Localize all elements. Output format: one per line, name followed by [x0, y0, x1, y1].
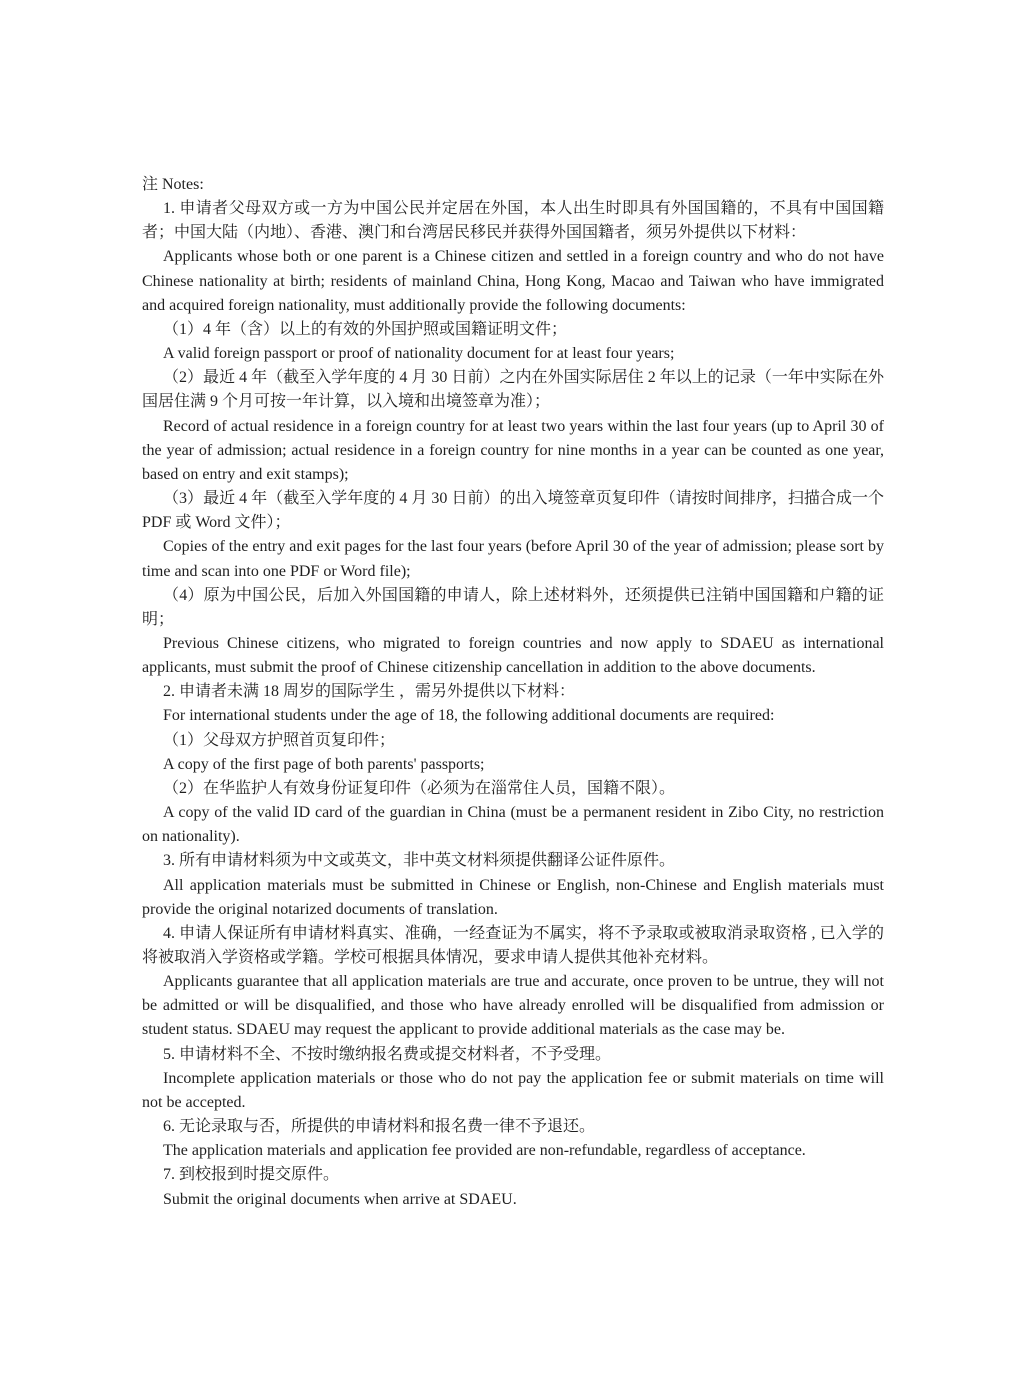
- paragraph: The application materials and application fee provided are non-refundable, regardless of acceptance.: [163, 1142, 806, 1160]
- paragraph: Submit the original documents when arrive at SDAEU.: [163, 1190, 517, 1208]
- paragraph: 2. 申请者未满 18 周岁的国际学生 ，需另外提供以下材料：: [163, 683, 576, 701]
- paragraph: Incomplete application materials or those who do not pay the application fee or submit materials on time will not be accepted.: [142, 1069, 884, 1111]
- paragraph: 3. 所有申请材料须为中文或英文，非中英文材料须提供翻译公证件原件。: [163, 852, 676, 870]
- paragraph: Record of actual residence in a foreign country for at least two years within the last four years (up to April 30 of the year of admission; actual residence in a foreign country for nine months in a year can be counted as one year, based on entry and exit stamps);: [142, 417, 884, 483]
- paragraph: 5. 申请材料不全、不按时缴纳报名费或提交材料者，不予受理。: [163, 1045, 612, 1063]
- paragraph: （2）在华监护人有效身份证复印件（必须为在淄常住人员，国籍不限）。: [163, 779, 676, 797]
- paragraph-list: [142, 197, 884, 1212]
- paragraph: A copy of the valid ID card of the guardian in China (must be a permanent resident in Zibo City, no restriction on nationality).: [142, 804, 884, 846]
- paragraph: Applicants whose both or one parent is a Chinese citizen and settled in a foreign country and who do not have Chinese nationality at birth; residents of mainland China, Hong Kong, Macao and Taiwan who have immigrated and acquired foreign nationality, must additionally provide the following documents:: [142, 248, 884, 314]
- paragraph: （1）父母双方护照首页复印件；: [163, 731, 396, 749]
- paragraph: A valid foreign passport or proof of nationality document for at least four years;: [163, 345, 675, 363]
- paragraph: A copy of the first page of both parents' passports;: [163, 755, 485, 773]
- paragraph: For international students under the age of 18, the following additional documents are required:: [163, 707, 775, 725]
- paragraph: （4）原为中国公民，后加入外国国籍的申请人，除上述材料外，还须提供已注销中国国籍和户籍的证明；: [142, 586, 884, 628]
- paragraph: 1. 申请者父母双方或一方为中国公民并定居在外国，本人出生时即具有外国国籍的，不具有中国国籍者；中国大陆（内地）、香港、澳门和台湾居民移民并获得外国国籍者，须另外提供以下材料：: [142, 200, 884, 242]
- paragraph: 6. 无论录取与否，所提供的申请材料和报名费一律不予退还。: [163, 1118, 596, 1136]
- paragraph: All application materials must be submitted in Chinese or English, non-Chinese and English materials must provide the original notarized documents of translation.: [142, 876, 884, 918]
- paragraph: （2）最近 4 年（截至入学年度的 4 月 30 日前）之内在外国实际居住 2 年以上的记录（一年中实际在外国居住满 9 个月可按一年计算，以入境和出境签章为准）；: [142, 369, 884, 411]
- notes-section: [142, 173, 884, 1212]
- paragraph: Previous Chinese citizens, who migrated to foreign countries and now apply to SDAEU as international applicants, must submit the proof of Chinese citizenship cancellation in addition to the above documents.: [142, 634, 884, 677]
- paragraph: 4. 申请人保证所有申请材料真实、准确，一经查证为不属实，将不予录取或被取消录取资格 , 已入学的将被取消入学资格或学籍。学校可根据具体情况，要求申请人提供其他补充材料。: [142, 924, 884, 966]
- paragraph: Copies of the entry and exit pages for the last four years (before April 30 of the year of admission; please sort by time and scan into one PDF or Word file);: [142, 538, 884, 580]
- paragraph: （1）4 年（含）以上的有效的外国护照或国籍证明文件；: [163, 320, 568, 338]
- paragraph: 7. 到校报到时提交原件。: [163, 1166, 340, 1184]
- paragraph: （3）最近 4 年（截至入学年度的 4 月 30 日前）的出入境签章页复印件（请按时间排序，扫描合成一个 PDF 或 Word 文件）；: [142, 490, 884, 532]
- paragraph: Applicants guarantee that all application materials are true and accurate, once proven to be untrue, they will not be admitted or will be disqualified, and those who have already enrolled will be disqualified from admission or student status. SDAEU may request the applicant to provide additional materials as the case may be.: [142, 973, 884, 1039]
- notes-heading: 注 Notes:: [142, 176, 204, 193]
